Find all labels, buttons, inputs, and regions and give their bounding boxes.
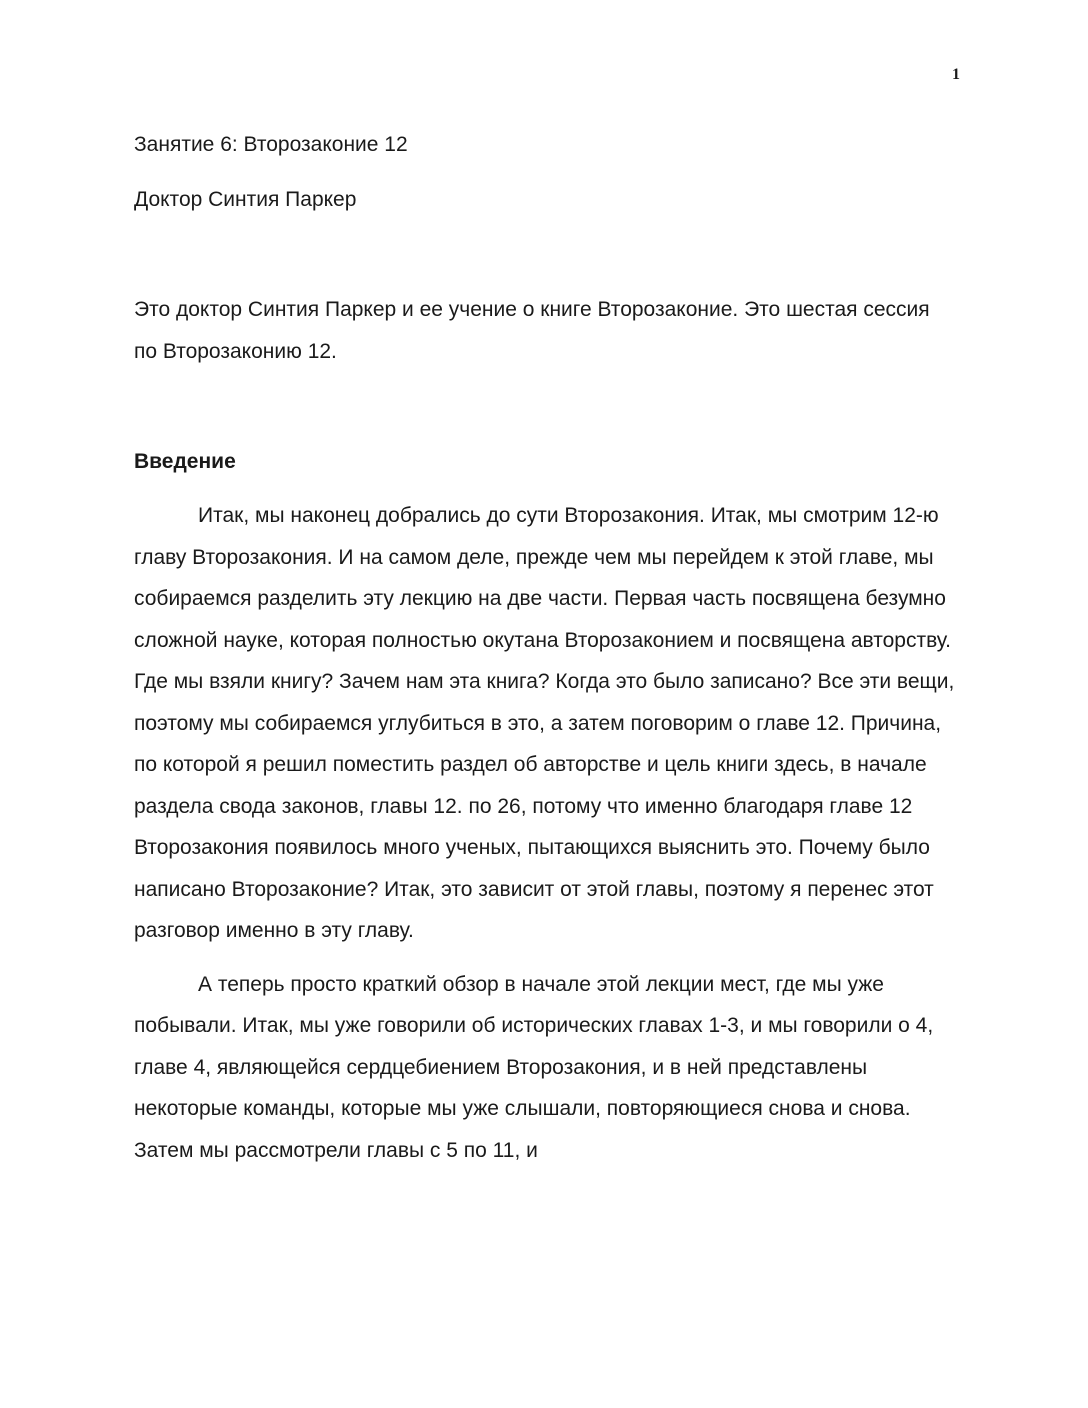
lesson-title: Занятие 6: Второзаконие 12 [134,133,408,156]
intro-paragraph: Это доктор Синтия Паркер и ее учение о книге Второзаконие. Это шестая сессия по Второзаконию 12. [134,298,930,363]
section-heading: Введение [134,450,236,473]
body-paragraph: Итак, мы наконец добрались до сути Второзакония. Итак, мы смотрим 12-ю главу Второзакония. И на самом деле, прежде чем мы перейдем к этой главе, мы собираемся разделить эту лекцию на две части. Первая часть посвящена безумно сложной науке, которая полностью окутана Второзаконием и посвящена авторству. Где мы взяли книгу? Зачем нам эта книга? Когда это было записано? Все эти вещи, поэтому мы собираемся углубиться в это, а затем поговорим о главе 12. Причина, по которой я решил поместить раздел об авторстве и цель книги здесь, в начале раздела свода законов, главы 12. по 26, потому что именно благодаря главе 12 Второзакония появилось много ученых, пытающихся выяснить это. Почему было написано Второзаконие? Итак, это зависит от этой главы, поэтому я перенес этот разговор именно в эту главу. [134,504,955,942]
document-body [134,124,958,1171]
author-line: Доктор Синтия Паркер [134,188,357,211]
body-paragraph: А теперь просто краткий обзор в начале этой лекции мест, где мы уже побывали. Итак, мы уже говорили об исторических главах 1-3, и мы говорили о 4, главе 4, являющейся сердцебиением Второзакония, и в ней представлены некоторые команды, которые мы уже слышали, повторяющиеся снова и снова. Затем мы рассмотрели главы с 5 по 11, и [134,972,934,1162]
page-number: 1 [952,66,960,83]
